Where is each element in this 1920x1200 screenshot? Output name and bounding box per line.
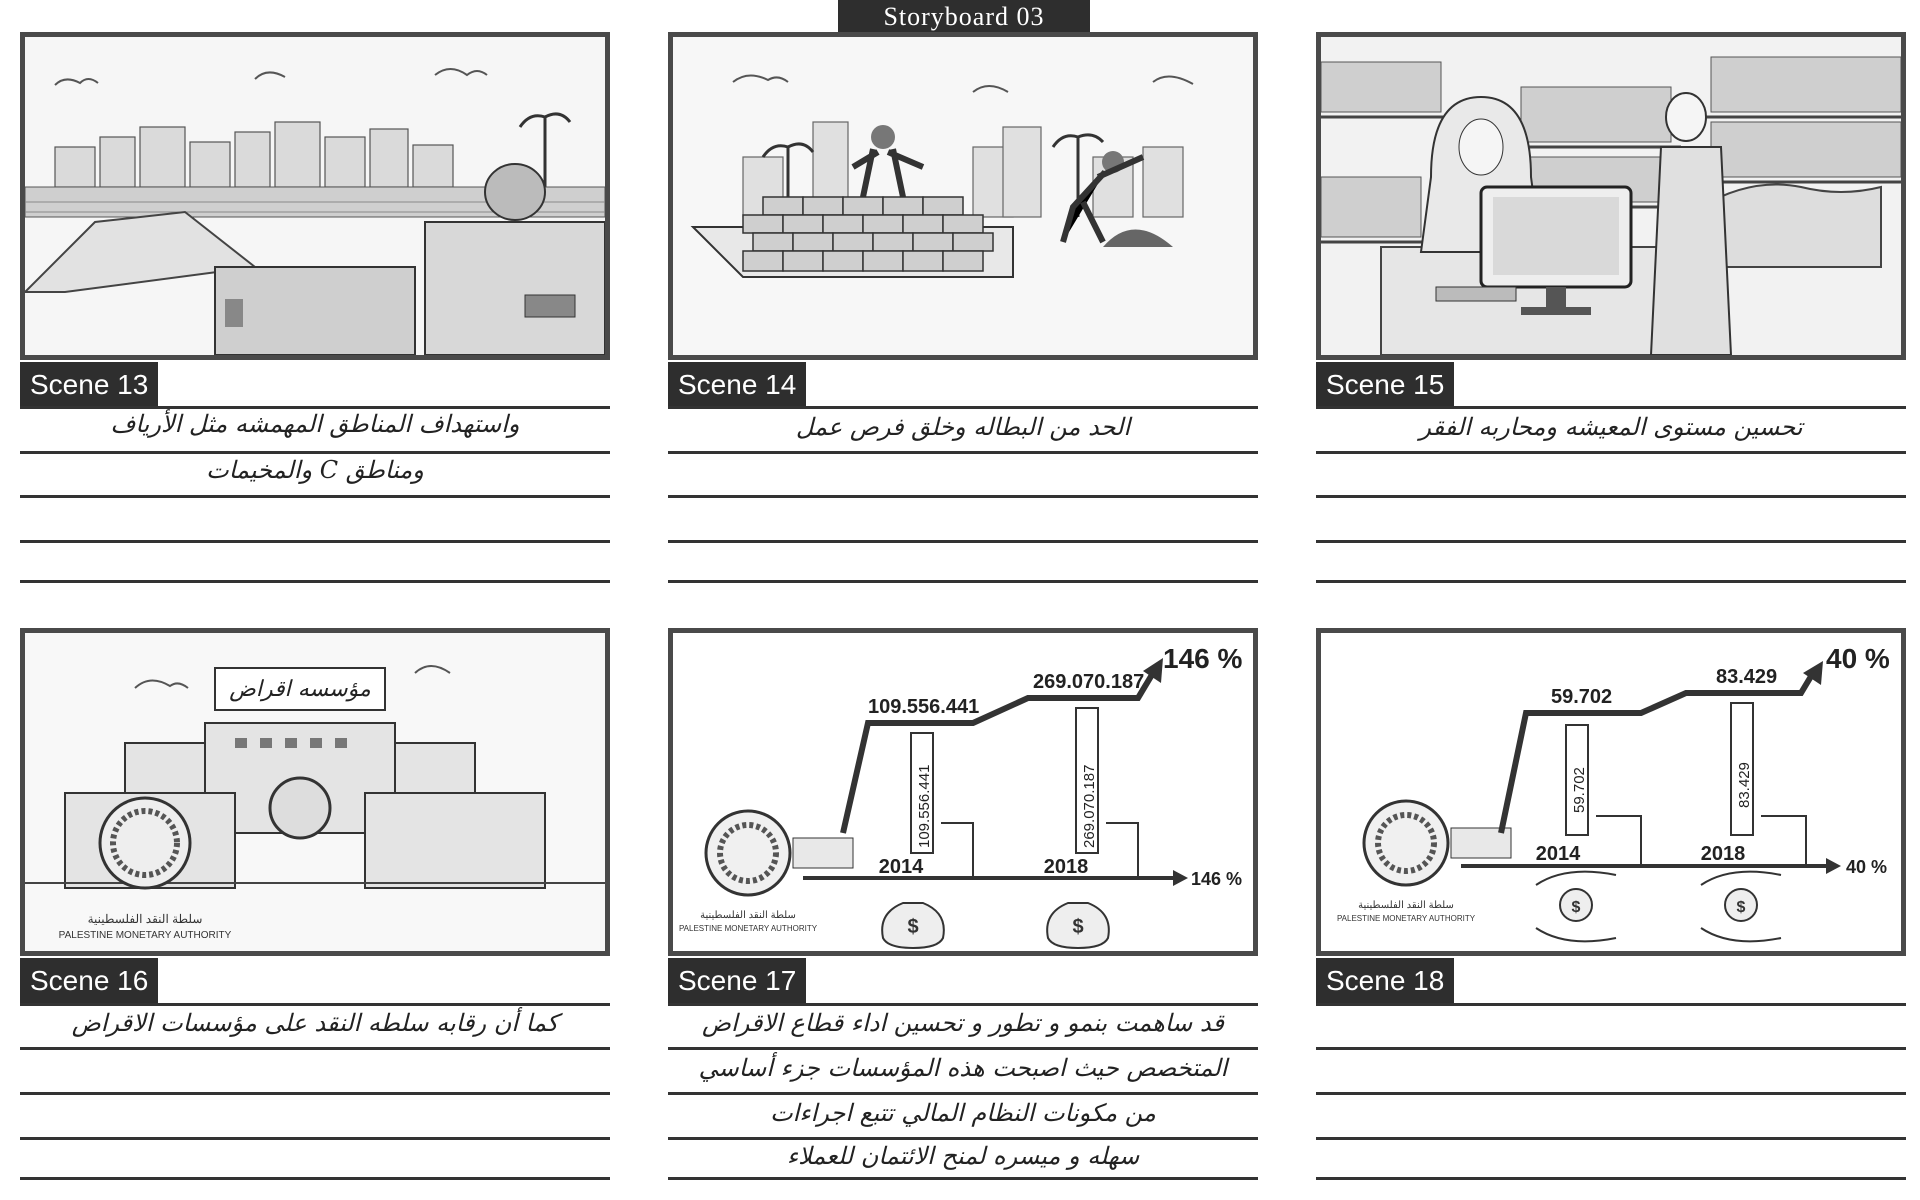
svg-text:$: $ (1571, 899, 1581, 916)
caption-rule (1316, 1047, 1906, 1050)
scene-17-year-1: 2014 (878, 856, 924, 878)
lending-sign-text: مؤسسه اقراض (229, 677, 371, 702)
caption-rule (20, 1092, 610, 1095)
caption-rule (668, 1177, 1258, 1180)
caption-rule (668, 580, 1258, 583)
caption-rule (20, 1047, 610, 1050)
caption-rule (1316, 540, 1906, 543)
scene-17-caption-line-1: قد ساهمت بنمو و تطور و تحسين اداء قطاع الاقراض (702, 1009, 1224, 1037)
scene-17-percent-axis: 146 % (1191, 869, 1243, 889)
scene-18-value-label-1: 59.702 (1551, 686, 1613, 708)
pma-logo-arabic: سلطة النقد الفلسطينية (700, 910, 796, 921)
caption-rule (668, 1137, 1258, 1140)
scene-17-value-label-1: 109.556.441 (868, 696, 980, 718)
caption-rule (1316, 451, 1906, 454)
svg-text:$: $ (1736, 899, 1746, 916)
scene-17-caption-line-2: المتخصص حيث اصبحت هذه المؤسسات جزء أساسي (698, 1054, 1228, 1082)
village-wall-sketch (25, 37, 605, 355)
caption-rule (668, 451, 1258, 454)
scene-17-year-2: 2018 (1043, 856, 1089, 878)
caption-rule (1316, 1177, 1906, 1180)
pma-logo-arabic: سلطة النقد الفلسطينية (87, 912, 203, 926)
caption-rule (668, 540, 1258, 543)
growth-infographic-40 (1321, 633, 1901, 951)
scene-18-year-2: 2018 (1700, 843, 1746, 865)
scene-17-caption-line-3: من مكونات النظام المالي تتبع اجراءات (770, 1099, 1156, 1127)
caption-rule (1316, 406, 1906, 409)
workers-building-wall-sketch (673, 37, 1253, 355)
caption-rule (20, 1177, 610, 1180)
pma-logo-english: PALESTINE MONETARY AUTHORITY (1336, 914, 1476, 923)
scene-18-year-1: 2014 (1535, 843, 1581, 865)
scene-13-caption-line-2: ومناطق C والمخيمات (206, 456, 424, 484)
scene-13-label: Scene 13 (20, 362, 158, 408)
scene-15-caption-line-1: تحسين مستوى المعيشه ومحاربه الفقر (1419, 413, 1803, 441)
caption-rule (20, 1003, 610, 1006)
caption-rule (20, 1137, 610, 1140)
scene-15-label: Scene 15 (1316, 362, 1454, 408)
scene-17-caption-line-4: سهله و ميسره لمنح الائتمان للعملاء (786, 1142, 1140, 1170)
lending-institution-building-sketch (25, 633, 605, 951)
scene-18-bar-value-2: 83.429 (1736, 762, 1753, 808)
caption-rule (668, 1047, 1258, 1050)
scene-18-label: Scene 18 (1316, 958, 1454, 1004)
scene-14-caption-line-1: الحد من البطاله وخلق فرص عمل (795, 413, 1131, 441)
svg-text:$: $ (1072, 916, 1084, 938)
caption-rule (20, 540, 610, 543)
scene-14-label: Scene 14 (668, 362, 806, 408)
pma-logo-english: PALESTINE MONETARY AUTHORITY (678, 924, 818, 933)
caption-rule (1316, 1003, 1906, 1006)
svg-text:$: $ (907, 916, 919, 938)
caption-rule (20, 580, 610, 583)
shop-computer-sketch (1321, 37, 1901, 355)
caption-rule (668, 495, 1258, 498)
scene-17-bar-value-2: 269.070.187 (1081, 764, 1098, 848)
caption-rule (1316, 1092, 1906, 1095)
caption-rule (1316, 580, 1906, 583)
scene-18-percent-axis: 40 % (1846, 857, 1888, 877)
caption-rule (1316, 1137, 1906, 1140)
caption-rule (668, 1092, 1258, 1095)
caption-rule (668, 406, 1258, 409)
scene-14-panel (668, 32, 1258, 360)
scene-17-label: Scene 17 (668, 958, 806, 1004)
caption-rule (668, 1003, 1258, 1006)
scene-16-panel (20, 628, 610, 956)
caption-rule (20, 451, 610, 454)
scene-18-percent-headline: 40 % (1826, 643, 1890, 674)
scene-17-value-label-2: 269.070.187 (1033, 671, 1145, 693)
scene-17-bar-value-1: 109.556.441 (916, 764, 933, 848)
scene-17-panel (668, 628, 1258, 956)
scene-17-percent-headline: 146 % (1163, 643, 1243, 674)
scene-13-caption-line-1: واستهداف المناطق المهمشه مثل الأرياف (110, 410, 520, 438)
scene-18-panel (1316, 628, 1906, 956)
scene-16-label: Scene 16 (20, 958, 158, 1004)
scene-16-caption-line-1: كما أن رقابه سلطه النقد على مؤسسات الاقراض (71, 1009, 559, 1037)
scene-13-panel (20, 32, 610, 360)
scene-15-panel (1316, 32, 1906, 360)
scene-18-value-label-2: 83.429 (1716, 666, 1778, 688)
pma-logo-arabic: سلطة النقد الفلسطينية (1358, 900, 1454, 911)
storyboard-title: Storyboard 03 (838, 0, 1090, 36)
caption-rule (1316, 495, 1906, 498)
caption-rule (20, 406, 610, 409)
growth-infographic-146 (673, 633, 1253, 951)
caption-rule (20, 495, 610, 498)
scene-18-bar-value-1: 59.702 (1571, 767, 1588, 813)
pma-logo-english: PALESTINE MONETARY AUTHORITY (58, 930, 232, 941)
